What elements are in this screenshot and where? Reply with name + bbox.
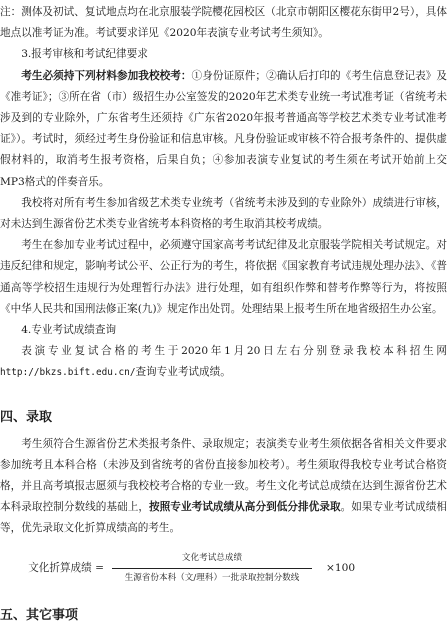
required-materials-list: ①身份证原件；②确认后打印的《考生信息登记表》及《准考证》；③所在省（市）级招生办公室签发的2020年艺术类专业统一考试准考证（省统考未涉及到的专业除外，广东省考生还须持《广东省2020年报考普通高等学校艺术类专业考试准考证》）。考试时，须经过考生身份验证和信息审核。凡身份验证或审核不符合报考条件的、提供虚假材料的，取消考生报考资格，后果自负；④参加表演专业复试的考生须在考试开始前上交MP3格式的伴奏音乐。 xyxy=(0,69,447,188)
section-4-heading: 4.专业考试成绩查询 xyxy=(21,324,117,337)
required-materials-lead: 考生必须持下列材料参加我校校考： xyxy=(21,69,192,82)
required-materials-paragraph xyxy=(0,66,447,193)
score-inquiry-text: 表演专业复试合格的考生于2020年1月20日左右分别登录我校本科招生网 xyxy=(21,345,447,358)
admission-rules-paragraph xyxy=(0,434,447,540)
score-inquiry-tail: 查询专业考试成绩。 xyxy=(135,366,231,379)
chapter-4-heading: 四、录取 xyxy=(0,409,53,425)
document-page xyxy=(0,2,447,626)
admission-rules-text-b: 。如果专业考试成绩相等，优先录取文化折算成绩高的考生。 xyxy=(0,501,447,535)
formula-fraction xyxy=(112,551,312,586)
exam-discipline-paragraph: 考生在参加专业考试过程中，必须遵守国家高考考试纪律及北京服装学院相关考试规定。对违反纪律和规定，影响考试公平、公正行为的考生，将依据《国家教育考试违规处理办法》、《普通高等学校招生违规行为处理暂行办法》进行处理，如有组织作弊和替考作弊等行为，将按照《中华人民共和国刑法修正案(九)》规定作出处罚。处理结果上报考生所在地省级招生办公室。 xyxy=(0,239,447,315)
exam-location-note: 注：测体及初试、复试地点均在北京服装学院樱花园校区（北京市朝阳区樱花东街甲2号），具体地点以准考证为准。考试要求详见《2020年表演专业考试考生须知》。 xyxy=(0,6,447,40)
chapter-5-heading: 五、其它事项 xyxy=(0,607,79,623)
formula-lhs: 文化折算成绩 = xyxy=(28,562,104,575)
formula-numerator: 文化考试总成绩 xyxy=(112,551,312,569)
provincial-exam-review-paragraph: 我校将对所有考生参加省级艺术类专业统考（省统考未涉及到的专业除外）成绩进行审核，对未达到生源省份艺术类专业省统考本科资格的考生取消其校考成绩。 xyxy=(0,196,447,231)
score-inquiry-paragraph xyxy=(0,341,447,383)
section-3-heading: 3.报考审核和考试纪律要求 xyxy=(21,48,148,61)
admission-rules-text-a: 考生须符合生源省份艺术类报考条件、录取规定；表演类专业考生须依据各省相关文件要求参加统考且本科合格（未涉及到省统考的省份直接参加校考）。考生须取得我校专业考试合格资格，并且高考填报志愿须与我校校考合格的专业一致。考生文化考试总成绩在达到生源省份艺术本科录取控制分数线的基础上， xyxy=(0,437,447,514)
culture-score-formula xyxy=(0,546,447,592)
admissions-website-link[interactable]: http://bkzs.bift.edu.cn/ xyxy=(0,367,136,379)
formula-denominator: 生源省份本科（文/理科）一批录取控制分数线 xyxy=(124,573,300,584)
admission-rules-bold: 按照专业考试成绩从高分到低分排优录取 xyxy=(149,501,341,514)
formula-multiplier: ×100 xyxy=(326,562,356,575)
